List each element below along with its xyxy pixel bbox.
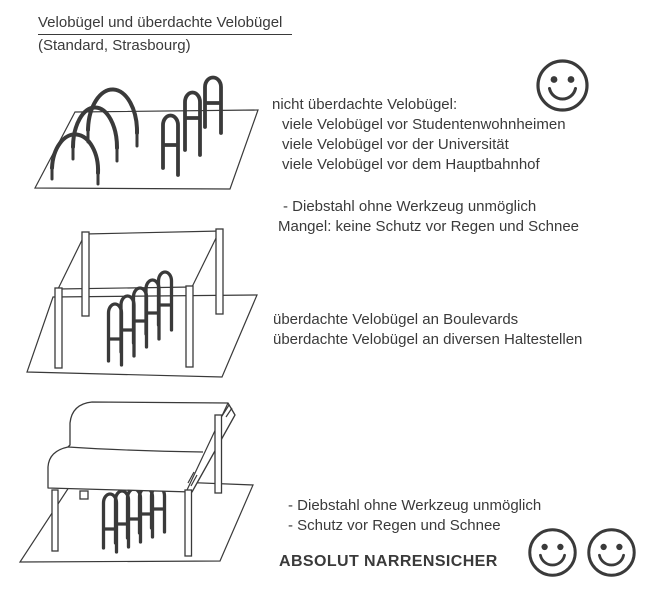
smiley-face-icon	[527, 527, 578, 578]
diagram-uncovered-velobuegel	[28, 68, 273, 196]
shelter-posts	[55, 229, 223, 368]
uncovered-section-text	[272, 95, 566, 175]
covered-location-item: überdachte Velobügel an diversen Haltestellen	[273, 331, 583, 348]
page-title: Velobügel und überdachte Velobügel	[38, 13, 292, 35]
uncovered-note: Mangel: keine Schutz vor Regen und Schnee	[278, 218, 580, 235]
uncovered-location-item: viele Velobügel vor der Universität	[282, 136, 509, 153]
wide-bike-arches	[52, 89, 137, 184]
uncovered-location-item: viele Velobügel vor Studentenwohnheimen	[282, 116, 566, 133]
ground-plane	[35, 110, 258, 189]
page-subtitle: (Standard, Strasbourg)	[38, 37, 191, 54]
roofed-note: - Diebstahl ohne Werkzeug unmöglich	[288, 497, 542, 514]
roofed-note: - Schutz vor Regen und Schnee	[288, 517, 501, 534]
uncovered-heading: nicht überdachte Velobügel:	[272, 96, 458, 113]
uncovered-location-item: viele Velobügel vor dem Hauptbahnhof	[282, 156, 540, 173]
conclusion-text: ABSOLUT NARRENSICHER	[279, 553, 498, 570]
header	[38, 13, 292, 57]
shelter-roof	[48, 402, 235, 492]
narrow-bike-hoops	[104, 487, 165, 552]
uncovered-note: - Diebstahl ohne Werkzeug unmöglich	[283, 198, 537, 215]
diagram-covered-frame-velobuegel	[25, 225, 275, 385]
diagram-roofed-velobuegel	[15, 393, 275, 578]
narrow-bike-hoops	[109, 272, 172, 365]
roofed-notes	[288, 496, 541, 536]
covered-location-item: überdachte Velobügel an Boulevards	[273, 311, 519, 328]
covered-section-text	[273, 310, 582, 350]
narrow-bike-hoops	[163, 78, 221, 176]
smiley-face-icon	[586, 527, 637, 578]
uncovered-notes	[278, 197, 579, 237]
